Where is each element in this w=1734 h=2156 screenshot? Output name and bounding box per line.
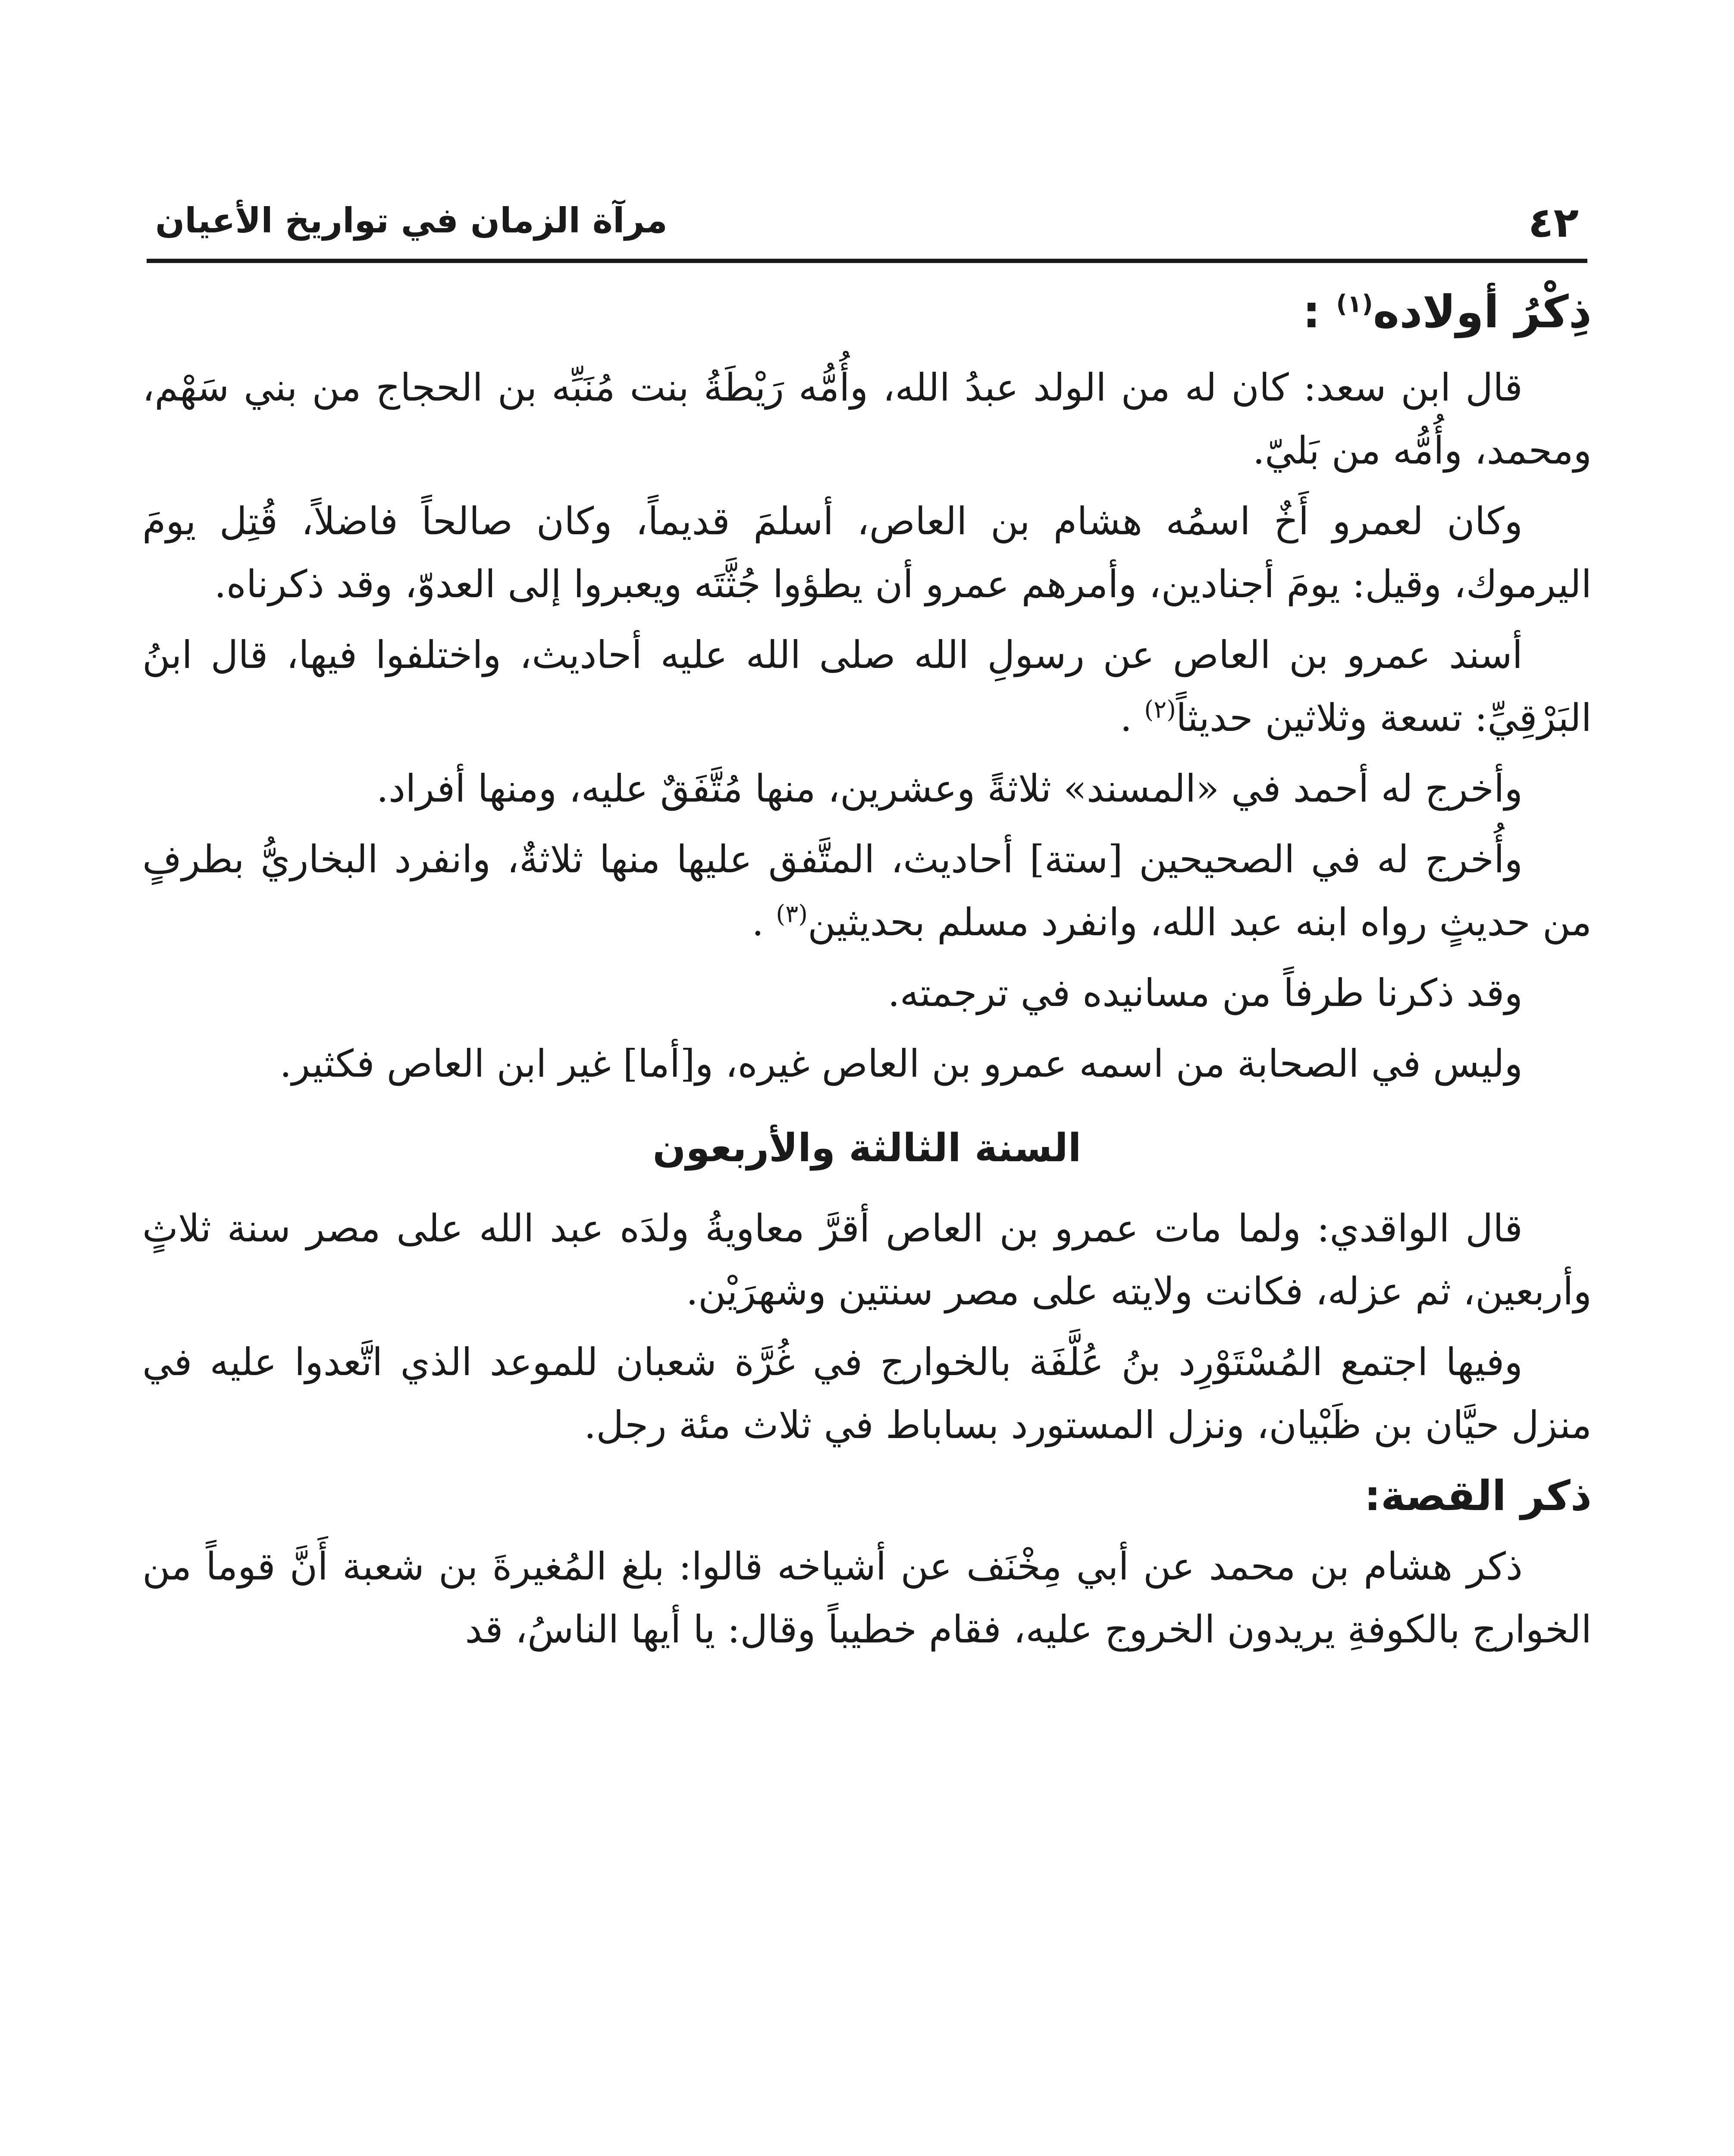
paragraph — [142, 624, 1592, 749]
paragraph-end: . — [1120, 696, 1132, 740]
paragraph: قال ابن سعد: كان له من الولد عبدُ الله، وأُمُّه رَيْطَةُ بنت مُنَبِّه بن الحجاج من بني سَهْم، ومحمد، وأُمُّه من بَليّ. — [142, 365, 1592, 473]
footnote-ref: (٣) — [776, 900, 808, 928]
paragraph-end: . — [752, 900, 764, 944]
year-heading: السنة الثالثة والأربعون — [652, 1125, 1082, 1171]
paragraph — [142, 828, 1592, 954]
heading-colon: : — [1302, 285, 1321, 338]
paragraph-text: أسند عمرو بن العاص عن رسولِ الله صلى الله عليه أحاديث، واختلفوا فيها، قال ابنُ البَرْقِيِّ: تسعة وثلاثين حديثاً — [142, 633, 1592, 740]
paragraph: وليس في الصحابة من اسمه عمرو بن العاص غيره، و[أما] غير ابن العاص فكثير. — [279, 1041, 1523, 1086]
paragraph: وفيها اجتمع المُسْتَوْرِد بنُ عُلَّفَة بالخوارج في غُرَّة شعبان للموعد الذي اتَّعدوا عليه في منزل حيَّان بن ظَبْيان، ونزل المستورد بساباط في ثلاث مئة رجل. — [142, 1340, 1592, 1447]
subheading-story: ذكر القصة: — [1364, 1472, 1592, 1520]
paragraph: قال الواقدي: ولما مات عمرو بن العاص أقرَّ معاويةُ ولدَه عبد الله على مصر سنة ثلاثٍ وأربعين، ثم عزله، فكانت ولايته على مصر سنتين وشهرَيْن. — [142, 1206, 1592, 1313]
footnote-ref: (٢) — [1144, 696, 1176, 724]
paragraph: ذكر هشام بن محمد عن أبي مِخْنَف عن أشياخه قالوا: بلغ المُغيرةَ بن شعبة أَنَّ قوماً من الخوارج بالكوفةِ يريدون الخروج عليه، فقام خطيباً وقال: يا أيها الناسُ، قد — [142, 1544, 1592, 1651]
section-heading-children — [142, 280, 1592, 343]
header-rule — [147, 259, 1587, 263]
paragraph-text: وأُخرج له في الصحيحين [ستة] أحاديث، المتَّفق عليها منها ثلاثةٌ، وانفرد البخاريُّ بطرفٍ من حديثٍ رواه ابنه عبد الله، وانفرد مسلم بحديثين — [142, 837, 1592, 944]
heading-text: ذِكْرُ أولاده — [1373, 285, 1592, 338]
book-title: مرآة الزمان في تواريخ الأعيان — [155, 201, 668, 241]
paragraph: وقد ذكرنا طرفاً من مسانيده في ترجمته. — [887, 971, 1523, 1015]
paragraph: وكان لعمرو أَخٌ اسمُه هشام بن العاص، أسلمَ قديماً، وكان صالحاً فاضلاً، قُتِل يومَ اليرموك، وقيل: يومَ أجنادين، وأمرهم عمرو أن يطؤوا جُثَّتَه ويعبروا إلى العدوّ، وقد ذكرناه. — [142, 499, 1592, 606]
running-header — [147, 181, 1587, 246]
footnote-ref: (١) — [1336, 290, 1373, 318]
main-text — [142, 280, 1592, 2156]
page-number: ٤٢ — [1528, 198, 1579, 247]
paragraph: وأخرج له أحمد في «المسند» ثلاثةً وعشرين، منها مُتَّفَقٌ عليه، ومنها أفراد. — [376, 766, 1523, 811]
